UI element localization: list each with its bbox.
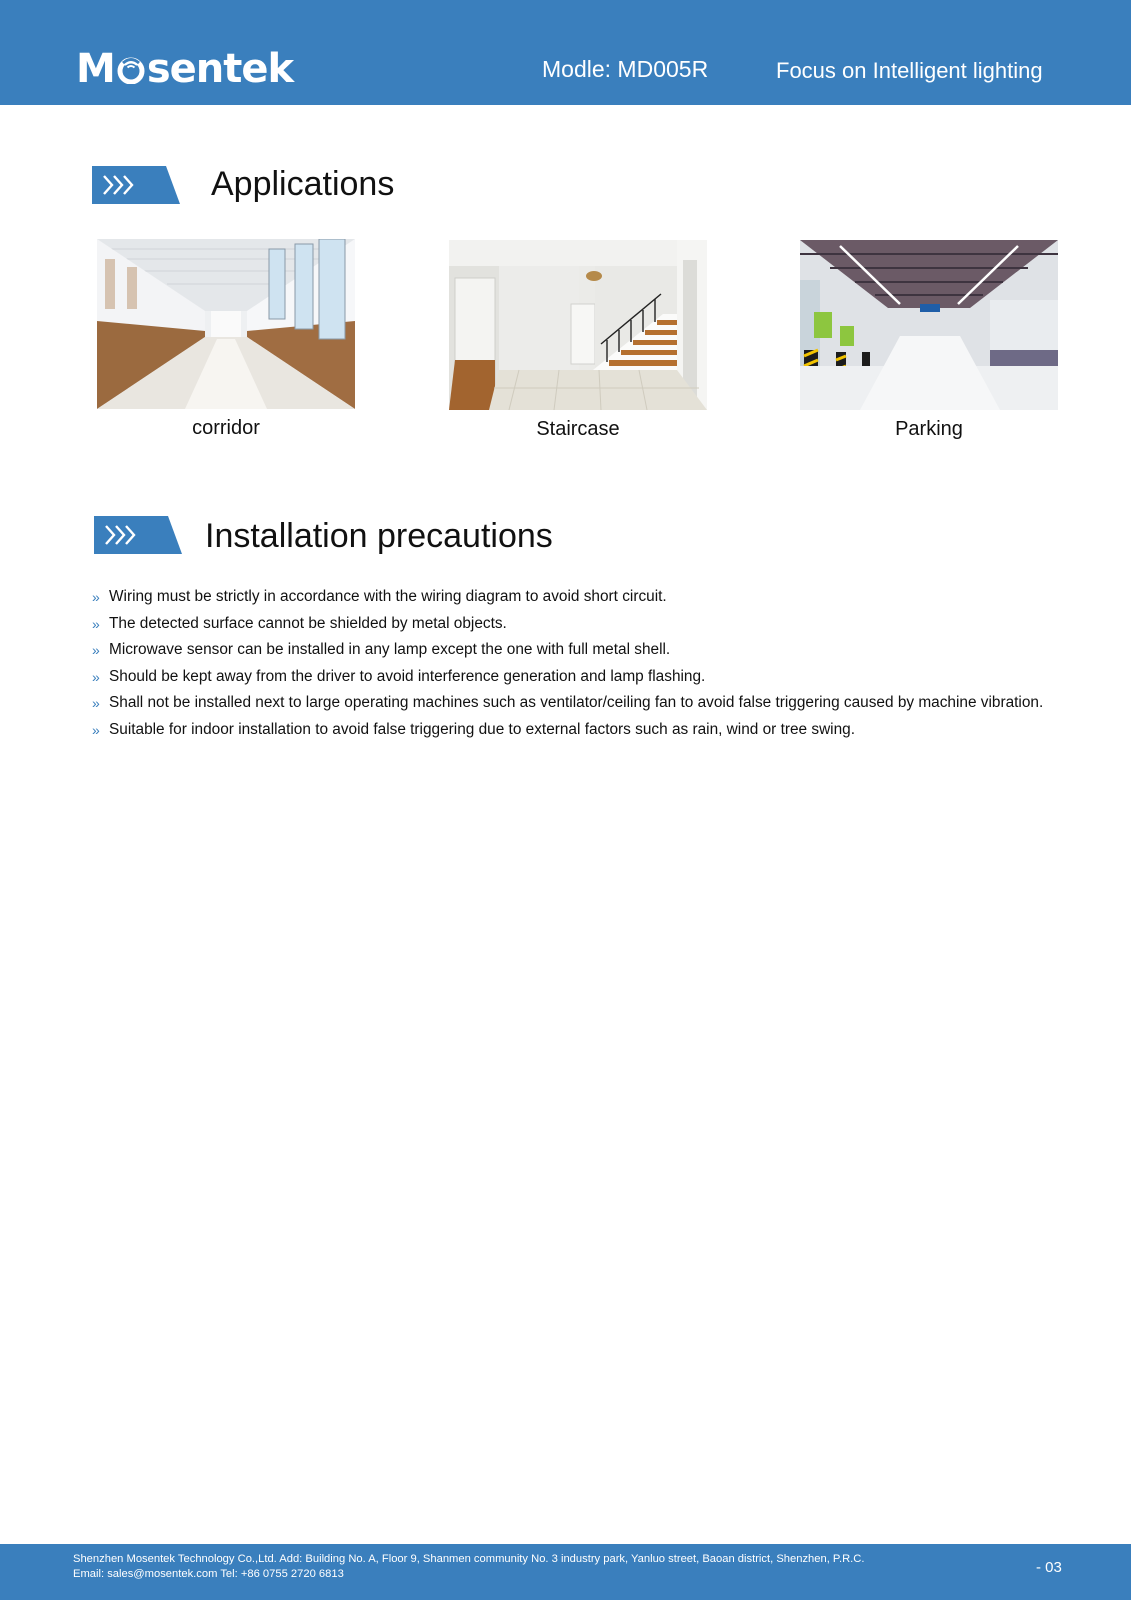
applications-title: Applications (211, 165, 395, 203)
double-chevron-icon: » (92, 642, 100, 659)
footer-address: Shenzhen Mosentek Technology Co.,Ltd. Add: Building No. A, Floor 9, Shanmen community No. 3 industry park, Yanluo street, Baoan district, Shenzhen, P.R.C. (73, 1553, 865, 1565)
staircase-photo (449, 240, 707, 410)
corridor-caption: corridor (192, 417, 260, 439)
logo-wifi-icon (116, 54, 146, 84)
list-item (92, 664, 1102, 691)
double-chevron-icon: » (92, 721, 100, 738)
logo-text-left: M (76, 46, 115, 92)
application-item-parking (800, 240, 1058, 440)
page-footer (0, 1544, 1131, 1600)
precautions-title: Installation precautions (205, 517, 553, 555)
list-item (92, 637, 1102, 664)
staircase-caption: Staircase (536, 418, 620, 440)
double-chevron-icon: » (92, 695, 100, 712)
precaution-text: Microwave sensor can be installed in any lamp except the one with full metal shell. (109, 641, 671, 659)
list-item (92, 611, 1102, 638)
double-chevron-icon: » (92, 615, 100, 632)
precautions-list (92, 584, 1102, 744)
list-item (92, 717, 1102, 744)
section-tag-icon (92, 166, 184, 204)
footer-contact: Email: sales@mosentek.com Tel: +86 0755 2720 6813 (73, 1568, 344, 1580)
company-slogan: Focus on Intelligent lighting (776, 58, 1043, 83)
logo-text-right: sentek (146, 46, 294, 92)
list-item (92, 690, 1102, 717)
precaution-text: Suitable for indoor installation to avoid false triggering due to external factors such as rain, wind or tree swing. (109, 720, 855, 738)
application-item-staircase (449, 240, 707, 440)
brand-logo (76, 46, 293, 92)
page-number: - 03 (1036, 1559, 1062, 1576)
parking-caption: Parking (895, 418, 963, 440)
parking-photo (800, 240, 1058, 410)
corridor-photo (97, 239, 355, 409)
section-tag-icon (94, 516, 186, 554)
model-number: Modle: MD005R (542, 56, 709, 82)
page-header (0, 0, 1131, 105)
precaution-text: Should be kept away from the driver to avoid interference generation and lamp flashing. (109, 667, 706, 685)
precaution-text: The detected surface cannot be shielded by metal objects. (109, 614, 507, 632)
double-chevron-icon: » (92, 668, 100, 685)
precaution-text: Wiring must be strictly in accordance with the wiring diagram to avoid short circuit. (109, 588, 667, 605)
list-item (92, 584, 1102, 611)
application-item-corridor (97, 239, 355, 439)
precaution-text: Shall not be installed next to large operating machines such as ventilator/ceiling fan to avoid false triggering caused by machine vibration. (109, 694, 1044, 712)
double-chevron-icon: » (92, 589, 100, 605)
